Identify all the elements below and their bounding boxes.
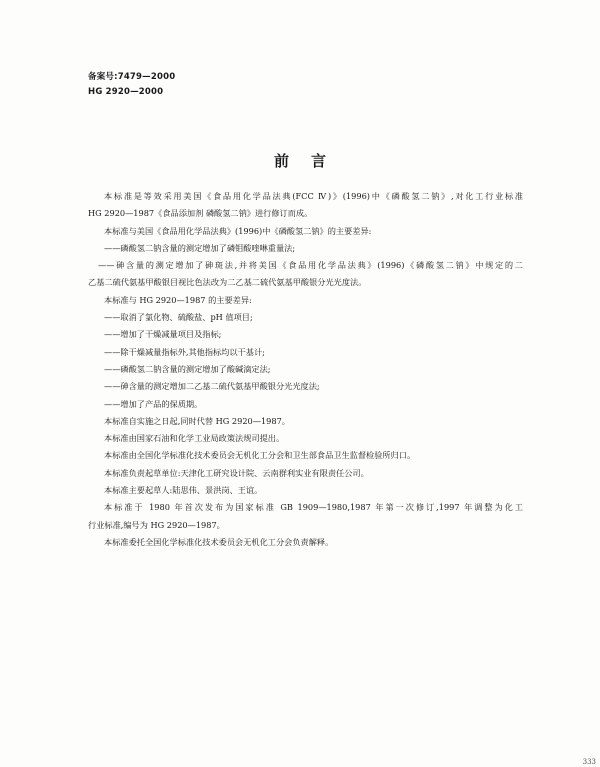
standard-number: HG 2920—2000: [88, 87, 164, 97]
paragraph-line: 本标准由全国化学标准化技术委员会无机化工分会和卫生部食品卫生监督检验所归口。: [104, 450, 416, 461]
paragraph-line: ——增加了产品的保质期。: [104, 398, 203, 409]
page-number: 333: [582, 758, 596, 766]
paragraph-line: 本标准与美国《食品用化学品法典》(1996)中《磷酸氢二钠》的主要差异:: [104, 225, 372, 236]
paragraph-line: ——磷酸氢二钠含量的测定增加了酸碱滴定法;: [104, 363, 271, 374]
paragraph-line: 乙基二硫代氨基甲酸银目视比色法改为二乙基二硫代氨基甲酸银分光光度法。: [88, 277, 367, 288]
paragraph-line: ——砷含量的测定增加了砷斑法,并将美国《食品用化学品法典》(1996)《磷酸氢二钠》中规定的二: [98, 260, 523, 271]
record-number: 备案号:7479—2000: [88, 72, 176, 82]
paragraph-line: ——砷含量的测定增加二乙基二硫代氨基甲酸银分光光度法;: [104, 381, 320, 392]
paragraph-line: 本标准主要起草人:陆思伟、景洪岗、王谊。: [104, 485, 263, 496]
foreword-body: [88, 188, 523, 551]
paragraph-line: ——取消了氯化物、硫酸盐、pH 值项目;: [104, 312, 253, 323]
page-title: 前言: [273, 152, 348, 170]
paragraph-line: 本标准与 HG 2920—1987 的主要差异:: [104, 294, 252, 305]
paragraph-line: 行业标准,编号为 HG 2920—1987。: [88, 519, 225, 530]
paragraph-line: 本标准是等效采用美国《食品用化学品法典(FCC Ⅳ)》(1996)中《磷酸氢二钠》,对化工行业标准: [104, 191, 523, 201]
paragraph-line: ——磷酸氢二钠含量的测定增加了磷钼酸喹啉重量法;: [104, 242, 296, 253]
paragraph-line: 本标准自实施之日起,同时代替 HG 2920—1987。: [104, 415, 290, 426]
paragraph-line: 本标准由国家石油和化学工业局政策法规司提出。: [104, 433, 285, 444]
paragraph-line: ——除干燥减量指标外,其他指标均以干基计;: [104, 346, 265, 357]
paragraph-line: 本标准负责起草单位:天津化工研究设计院、云南群利实业有限责任公司。: [104, 467, 369, 478]
paragraph-line: HG 2920—1987《食品添加剂 磷酸氢二钠》进行修订而成。: [88, 208, 313, 219]
paragraph-line: 本标准委托全国化学标准化技术委员会无机化工分会负责解释。: [104, 536, 334, 547]
paragraph-line: 本标准于 1980 年首次发布为国家标准 GB 1909—1980,1987 年第一次修订,1997 年调整为化工: [104, 502, 523, 513]
paragraph-line: ——增加了干燥减量项目及指标;: [104, 329, 222, 340]
